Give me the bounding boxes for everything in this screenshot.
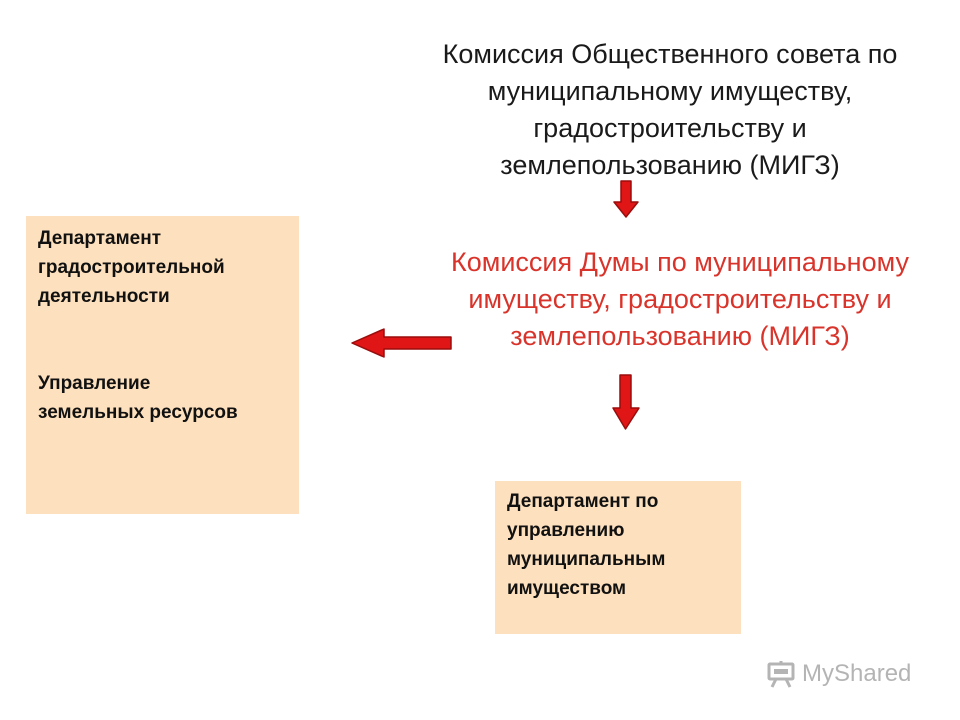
box-line: муниципальным [507,549,666,570]
arrow-left-icon [350,327,452,359]
duma-commission-title [400,244,960,355]
box-line: градостроительной [38,257,225,278]
arrow-down-icon [612,374,640,430]
municipal-property-department-box [495,481,741,634]
watermark [766,658,911,690]
duma-commission-line: Комиссия Думы по муниципальному [451,247,909,277]
council-commission-line: землепользованию (МИГЗ) [500,150,840,180]
presentation-board-icon [766,659,796,689]
box-line: деятельности [38,286,170,307]
watermark-text: MyShared [802,660,912,687]
council-commission-title [380,36,960,184]
box-line: Департамент по [507,491,659,512]
duma-commission-line: землепользованию (МИГЗ) [510,321,850,351]
council-commission-line: муниципальному имуществу, [487,76,853,106]
box-line: имуществом [507,578,627,599]
spacer [38,311,299,369]
arrow-down-icon [613,180,639,218]
council-commission-line: Комиссия Общественного совета по [442,39,898,69]
council-commission-line: градостроительству и [533,113,807,143]
box-line: Управление [38,373,151,394]
box-line: Департамент [38,228,162,249]
duma-commission-line: имуществу, градостроительству и [468,284,892,314]
box-line: управлению [507,520,625,541]
urban-planning-department-box [26,216,299,514]
box-line: земельных ресурсов [38,402,238,423]
